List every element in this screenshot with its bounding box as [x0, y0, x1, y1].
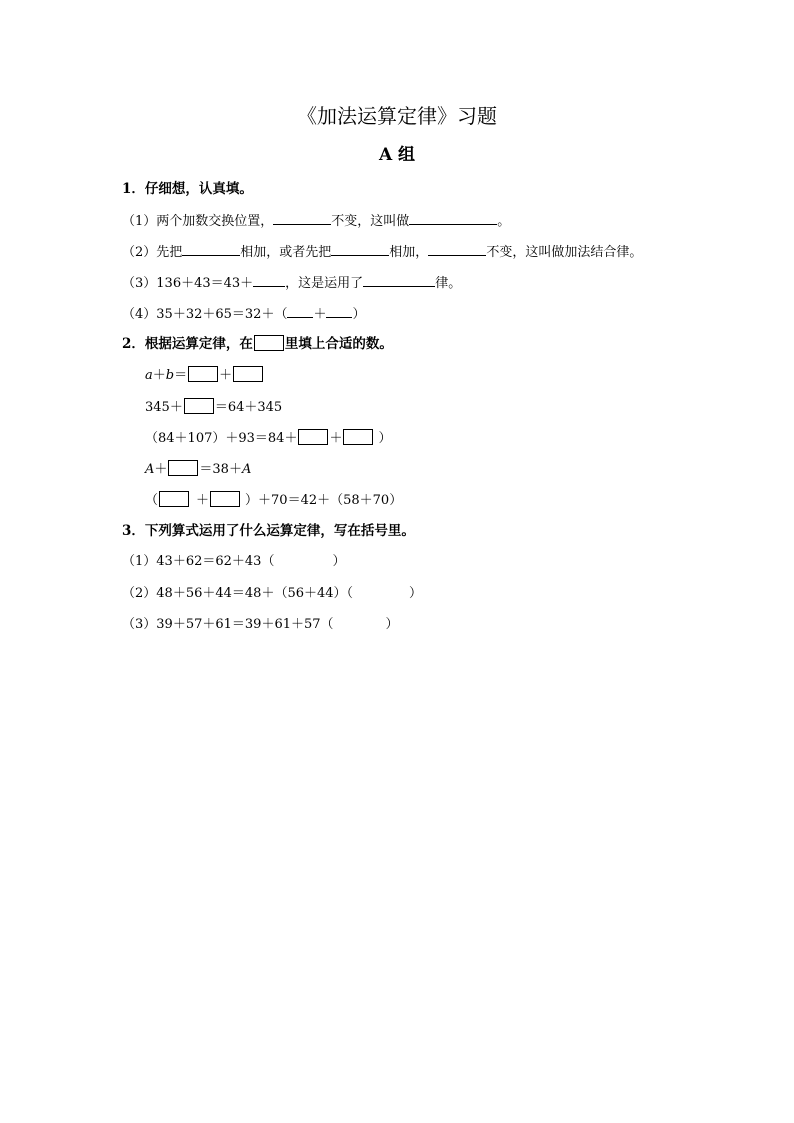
q2-item-3-text-c: ）: [378, 431, 392, 446]
q2-item-2-text-a: 345＋: [145, 400, 183, 415]
q1-item-4-text-b: ＋: [313, 307, 327, 322]
group-label: A 组: [378, 145, 416, 165]
answer-box[interactable]: [233, 366, 263, 382]
blank[interactable]: [331, 242, 389, 256]
q3-item-3: [122, 616, 399, 634]
q1-item-1-text-c: 。: [497, 214, 511, 229]
q1-item-1-text-b: 不变，这叫做: [331, 214, 410, 229]
q1-item-2-text-b: 相加，或者先把: [240, 245, 332, 260]
q2-item-5: [145, 491, 402, 510]
q3-item-3-text-b: ）: [385, 617, 399, 632]
q2-item-2-text-b: ＝64＋345: [214, 400, 283, 415]
q3-item-2-text-b: ）: [409, 586, 423, 601]
q2-item-3: [145, 429, 391, 448]
blank[interactable]: [253, 273, 285, 287]
q3-item-2-text-a: （2）48＋56＋44＝48＋（56＋44）（: [122, 586, 354, 601]
q1-item-2-text-c: 相加，: [389, 245, 429, 260]
blank[interactable]: [409, 211, 497, 225]
q3-heading: 3．下列算式运用了什么运算定律，写在括号里。: [122, 523, 415, 539]
q1-item-3-text-a: （3）136＋43＝43＋: [122, 276, 254, 291]
open-paren: （: [145, 493, 159, 508]
blank[interactable]: [363, 273, 435, 287]
plus: ＋: [154, 462, 168, 477]
q2-heading: [122, 335, 393, 353]
q3-item-2: [122, 585, 422, 603]
answer-box[interactable]: [343, 429, 373, 445]
var-a: a: [145, 368, 153, 383]
blank[interactable]: [326, 304, 352, 318]
q1-item-3-text-c: 律。: [435, 276, 462, 291]
q1-item-2: [122, 242, 642, 262]
q1-item-3: [122, 273, 461, 293]
answer-box[interactable]: [188, 366, 218, 382]
answer-box[interactable]: [168, 460, 198, 476]
q1-heading: 1．仔细想，认真填。: [122, 181, 253, 197]
q2-item-1: [145, 366, 264, 385]
var-A: A: [241, 462, 252, 477]
q1-item-4: [122, 304, 365, 324]
blank[interactable]: [428, 242, 486, 256]
answer-box-sample: [254, 335, 284, 351]
plus: ＋: [196, 493, 210, 508]
worksheet-title: 《加法运算定律》习题: [297, 104, 497, 128]
answer-box[interactable]: [159, 491, 189, 507]
q1-item-2-text-a: （2）先把: [122, 245, 183, 260]
q2-heading-text-b: 里填上合适的数。: [284, 336, 393, 352]
q3-item-1-text-b: ）: [332, 554, 346, 569]
plus: ＋: [152, 368, 166, 383]
blank[interactable]: [287, 304, 313, 318]
q1-item-4-text-a: （4）35＋32＋65＝32＋（: [122, 307, 288, 322]
q1-item-3-text-b: ，这是运用了: [285, 276, 364, 291]
plus: ＋: [219, 368, 233, 383]
q2-item-3-text-a: （84＋107）＋93＝84＋: [145, 431, 298, 446]
q2-item-4-text-c: ＝38＋: [199, 462, 242, 477]
q2-item-4: [145, 460, 251, 479]
blank[interactable]: [182, 242, 240, 256]
equals: ＝: [174, 368, 188, 383]
q2-heading-text-a: 2．根据运算定律，在: [122, 336, 253, 352]
q1-item-2-text-d: 不变，这叫做加法结合律。: [486, 245, 643, 260]
var-A: A: [145, 462, 155, 477]
var-b: b: [165, 368, 175, 383]
q1-item-1-text-a: （1）两个加数交换位置，: [122, 214, 274, 229]
q1-item-4-text-c: ）: [352, 307, 366, 322]
q2-item-5-text-c: ）＋70＝42＋（58＋70）: [245, 493, 403, 508]
q3-item-1-text-a: （1）43＋62＝62＋43（: [122, 554, 275, 569]
q1-item-1: [122, 211, 510, 231]
plus: ＋: [329, 431, 343, 446]
answer-box[interactable]: [210, 491, 240, 507]
blank[interactable]: [273, 211, 331, 225]
answer-box[interactable]: [184, 398, 214, 414]
q3-item-3-text-a: （3）39＋57＋61＝39＋61＋57（: [122, 617, 334, 632]
answer-box[interactable]: [298, 429, 328, 445]
q2-item-2: [145, 398, 282, 417]
q3-item-1: [122, 553, 345, 571]
